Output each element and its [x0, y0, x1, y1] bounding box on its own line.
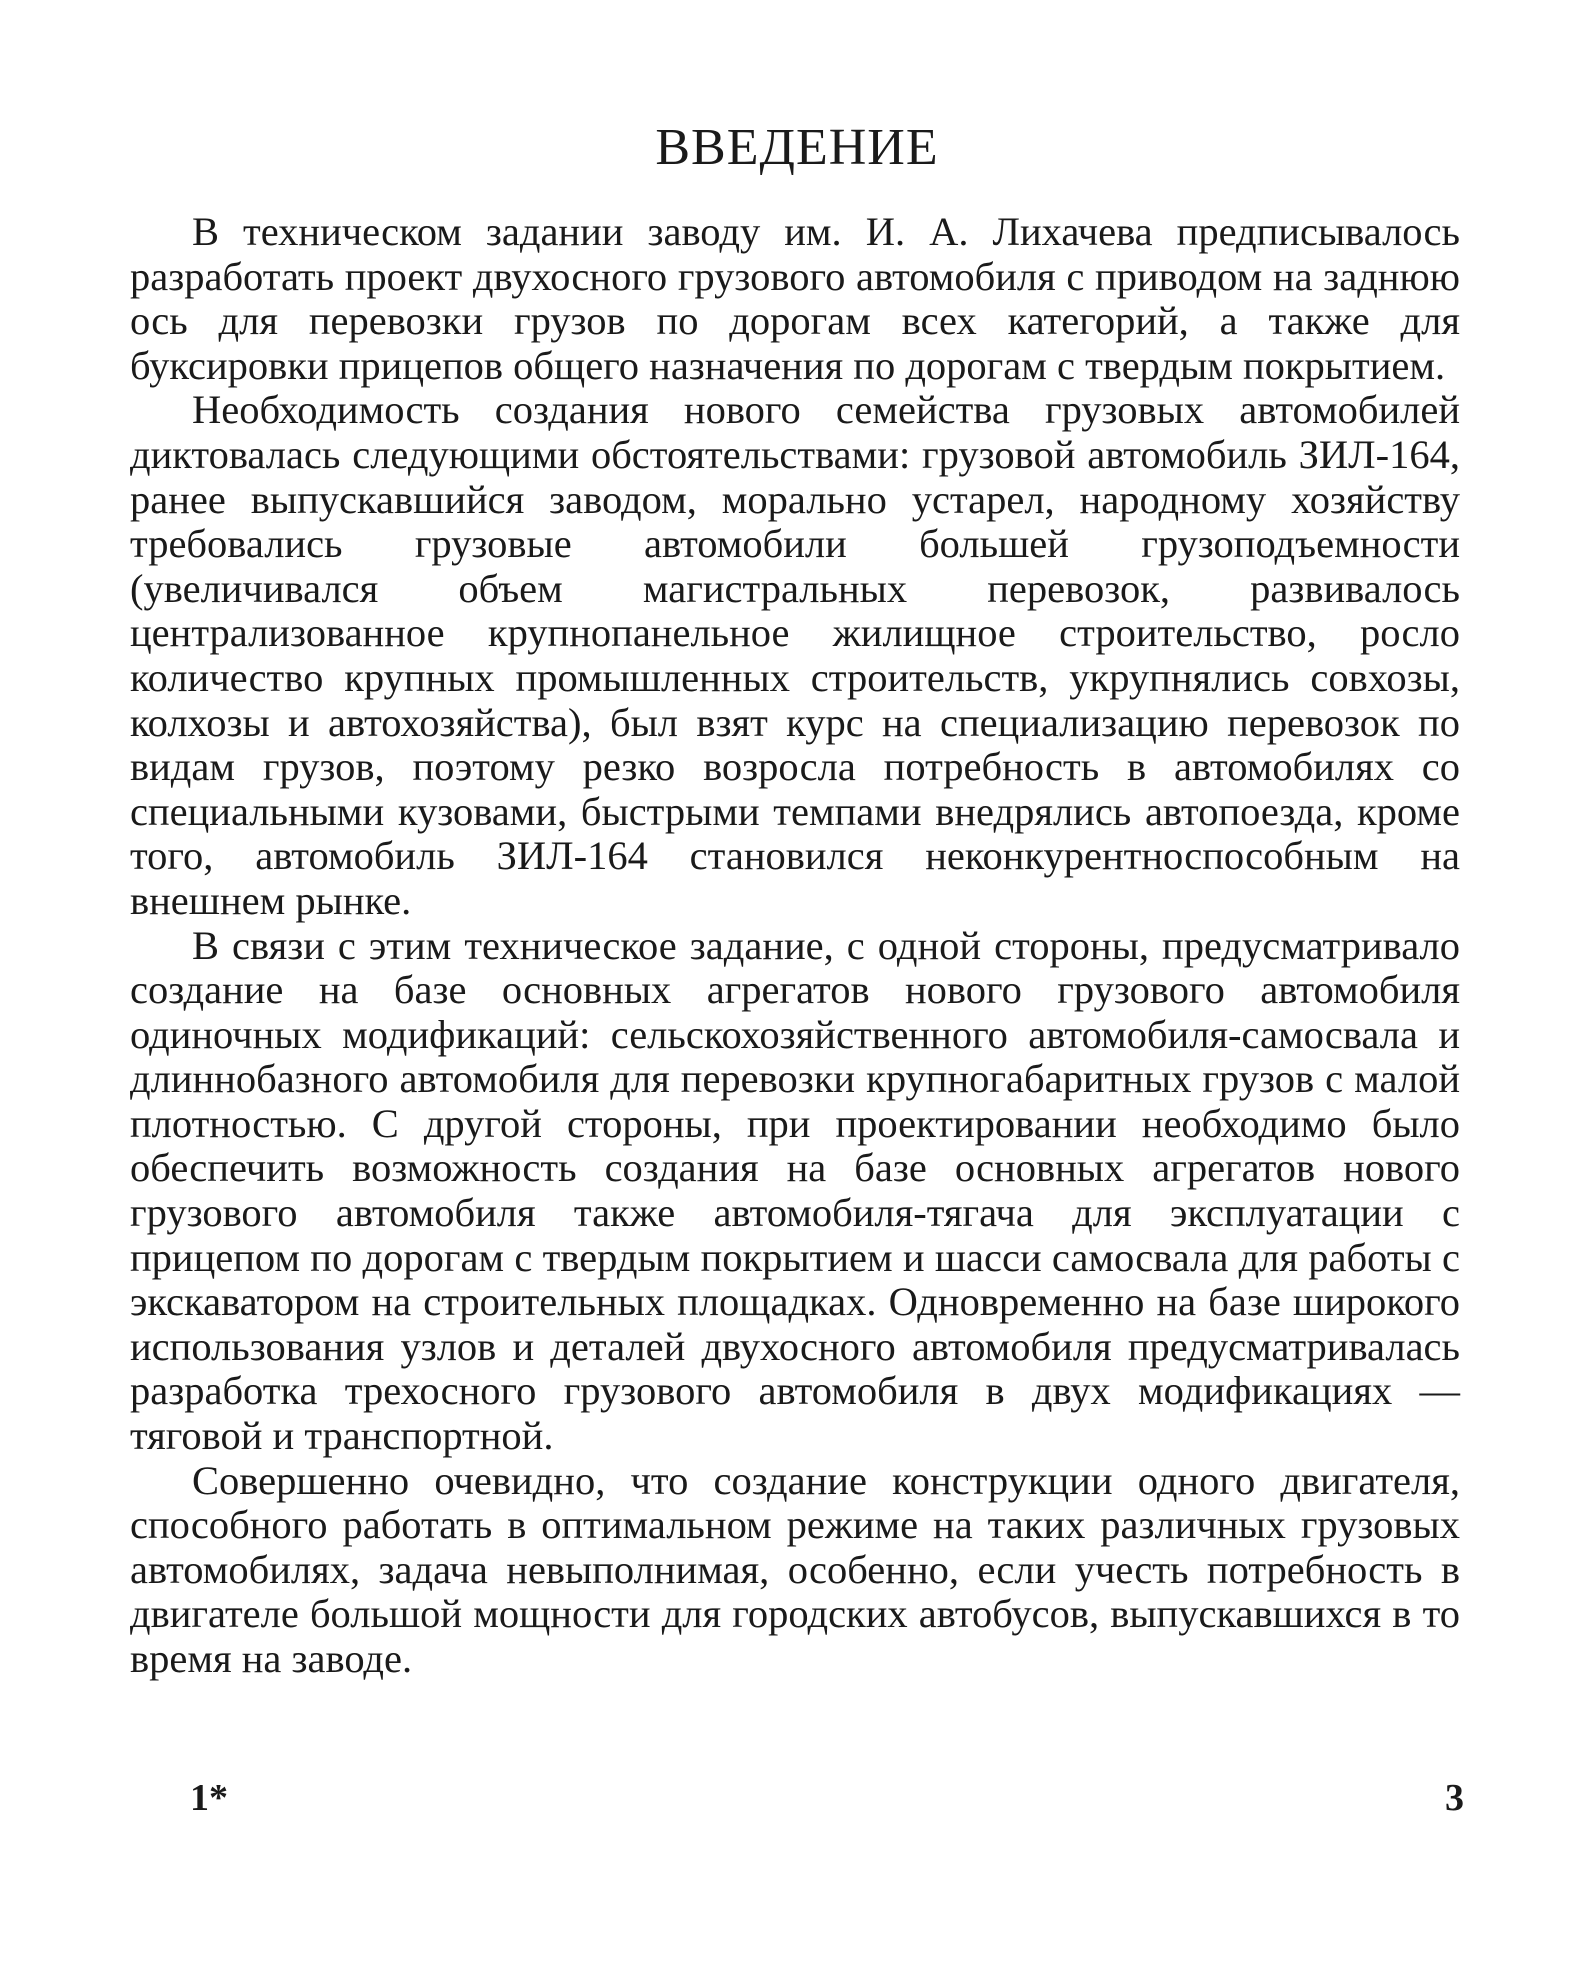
- paragraph: Совершенно очевидно, что создание конструкции одного двигателя, способного работать в оптимальном режиме на таких различных грузовых автомобилях, задача невыполнимая, особенно, если учесть потребность в двигателе большой мощности для городских автобусов, выпускавшихся в то время на заводе.: [130, 1457, 1460, 1681]
- paragraph: В связи с этим техническое задание, с одной стороны, предусматривало создание на базе основных агрегатов нового грузового автомобиля одиночных модификаций: сельскохозяйственного автомобиля-самосвала и длиннобазного автомобиля для перевозки крупногабаритных грузов с малой плотностью. С другой стороны, при проектировании необходимо было обеспечить возможность создания на базе основных агрегатов нового грузового автомобиля также автомобиля-тягача для эксплуатации с прицепом по дорогам с твердым покрытием и шасси самосвала для работы с экскаватором на строительных площадках. Одновременно на базе широкого использования узлов и деталей двухосного автомобиля предусматривалась разработка трехосного грузового автомобиля в двух модификациях — тяговой и транспортной.: [130, 922, 1460, 1459]
- page-number: 3: [1445, 1777, 1464, 1819]
- signature-mark: 1*: [190, 1777, 228, 1819]
- paragraph: В техническом задании заводу им. И. А. Лихачева предписывалось разработать проект двухосного грузового автомобиля с приводом на заднюю ось для перевозки грузов по дорогам всех категорий, а также для буксировки прицепов общего назначения по дорогам с твердым покрытием.: [130, 209, 1460, 388]
- paragraph: Необходимость создания нового семейства грузовых автомобилей диктовалась следующими обстоятельствами: грузовой автомобиль ЗИЛ-164, ранее выпускавшийся заводом, морально устарел, народному хозяйству требовались грузовые автомобили большей грузоподъемности (увеличивался объем магистральных перевозок, развивалось централизованное крупнопанельное жилищное строительство, росло количество крупных промышленных строительств, укрупнялись совхозы, колхозы и автохозяйства), был взят курс на специализацию перевозок по видам грузов, поэтому резко возросла потребность в автомобилях со специальными кузовами, быстрыми темпами внедрялись автопоезда, кроме того, автомобиль ЗИЛ-164 становился неконкурентноспособным на внешнем рынке.: [130, 387, 1460, 923]
- page-title: ВВЕДЕНИЕ: [655, 119, 939, 176]
- body-text: [130, 210, 1460, 1682]
